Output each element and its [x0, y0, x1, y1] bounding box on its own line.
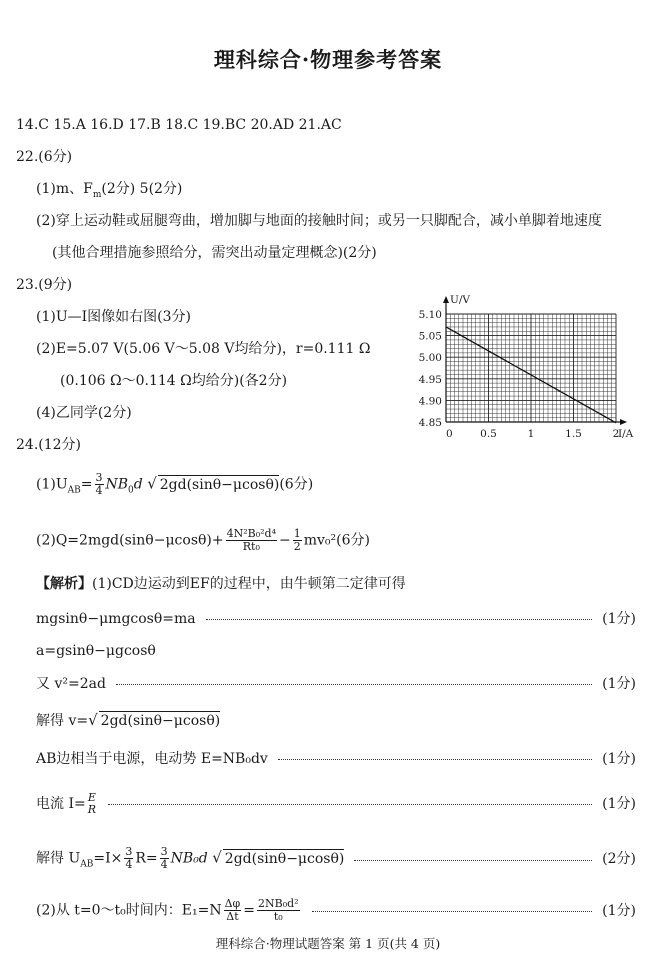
y-tick-label: 4.90 — [418, 395, 442, 408]
x-tick-label: 2 — [612, 428, 620, 440]
x-tick-label: 0 — [446, 428, 453, 440]
page-title: 理科综合·物理参考答案 — [213, 47, 443, 72]
ui-chart — [414, 292, 650, 442]
x-tick-label: 1.5 — [565, 428, 582, 440]
q24-step8: (2)从 t=0～t₀时间内：E₁=N $\frac{\Delta\varphi}{\Delta t}$ = $\frac{\text{2NB₀d²}}{\text{t₀}}$ (1分) — [36, 897, 636, 923]
chart-grid — [446, 314, 616, 422]
q24-step5: AB边相当于电源，电动势 E=NB₀dv (1分) — [36, 751, 636, 767]
q24-answer2: (2)Q=2mgd(sinθ−μcosθ)+ $\frac{\text{4N²B₀²d⁴}}{\text{Rt₀}}$ − $\frac{1}{2}$ mv₀²(6分) — [36, 527, 370, 553]
q23-part2-line1: (2)E=5.07 V(5.06 V～5.08 V均给分)，r=0.111 Ω — [36, 341, 371, 357]
page-footer: 理科综合·物理试题答案 第 1 页(共 4 页) — [215, 936, 441, 951]
q22-part1: (1)m、$F_m(2$分) 5(2分) — [36, 181, 183, 200]
q22-heading: 22.(6分) — [16, 149, 73, 165]
x-tick-label: 1 — [527, 428, 535, 440]
y-tick-label: 4.85 — [418, 417, 442, 429]
q23-part1: (1)U—I图像如右图(3分) — [36, 309, 191, 325]
q24-step3: 又 v²=2ad (1分) — [36, 676, 636, 692]
q24-heading: 24.(12分) — [16, 437, 82, 453]
y-tick-label: 5.00 — [418, 352, 442, 365]
q22-part2-line2: (其他合理措施参照给分，需突出动量定理概念)(2分) — [52, 245, 377, 261]
q24-analysis-intro: 【解析】(1)CD边运动到EF的过程中，由牛顿第二定律可得 — [36, 576, 406, 592]
q22-part2-line1: (2)穿上运动鞋或屈腿弯曲，增加脚与地面的接触时间；或另一只脚配合，减小单脚着地速度 — [36, 213, 602, 229]
q23-part4: (4)乙同学(2分) — [36, 405, 132, 421]
mcq-answers: 14.C 15.A 16.D 17.B 18.C 19.BC 20.AD 21.AC — [16, 117, 342, 133]
x-tick-label: 0.5 — [480, 428, 497, 440]
q24-step6: 电流 I= E R (1分) — [36, 791, 636, 816]
q24-step4: 解得 v=√ 2gd(sinθ−μcosθ) — [36, 711, 221, 729]
q24-answer1: $(1)U_{AB}=$ $\frac{3}{4}$ $NB_0d$ √ 2gd(sinθ−μcosθ)(6分) — [36, 471, 314, 497]
y-axis-arrow — [443, 296, 449, 303]
y-tick-label: 5.10 — [418, 309, 442, 321]
y-axis-label: U/V — [450, 294, 470, 306]
q23-part2-line2: (0.106 Ω～0.114 Ω均给分)(各2分) — [60, 373, 288, 389]
q24-step2: a=gsinθ−μgcosθ — [36, 643, 156, 659]
q23-heading: 23.(9分) — [16, 277, 73, 293]
x-axis-label: I/A — [618, 428, 634, 440]
y-tick-label: 5.05 — [418, 330, 442, 343]
q24-step1: mgsinθ−μmgcosθ=ma (1分) — [36, 611, 636, 627]
x-axis-arrow — [620, 419, 627, 425]
y-tick-label: 4.95 — [418, 373, 442, 386]
q24-step7: 解得 $U_{AB}=I\times$ $\frac{3}{4}$ R= $\frac{3}{4}$ NB₀d √ 2gd(sinθ−μcosθ) (2分) — [36, 845, 636, 871]
